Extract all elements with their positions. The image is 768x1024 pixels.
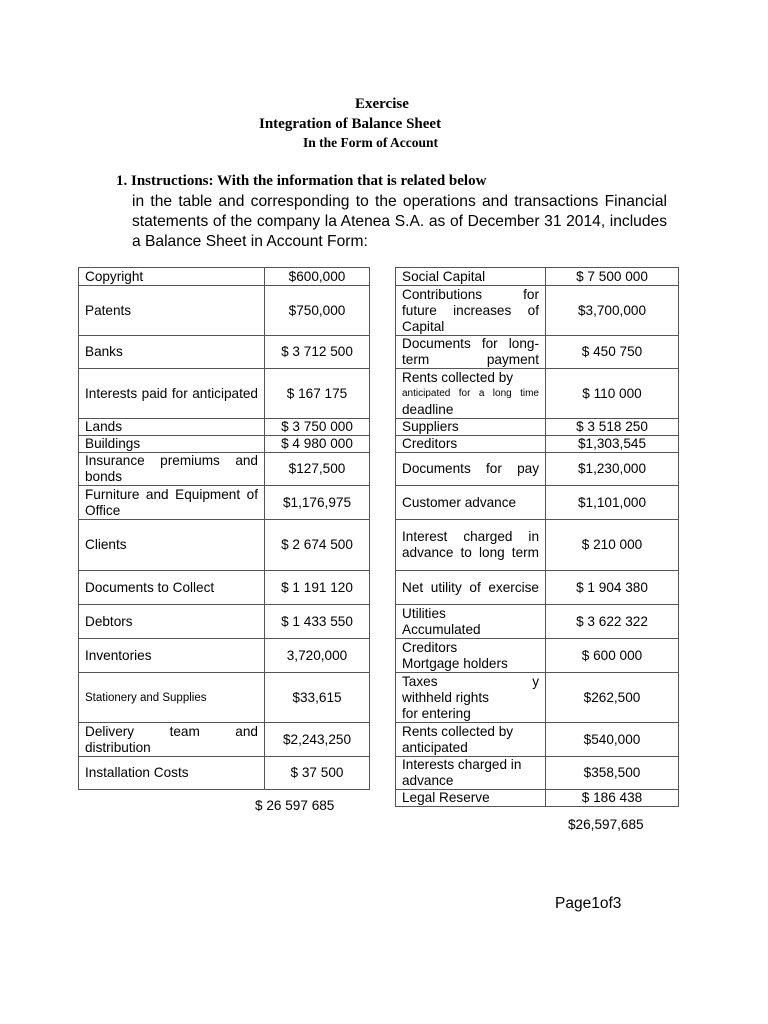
- assets-table: [78, 267, 370, 790]
- asset-amount: $2,243,250: [265, 723, 370, 757]
- table-row: [396, 436, 679, 453]
- document-title: Exercise: [355, 96, 409, 112]
- table-row: [79, 369, 370, 419]
- liability-amount: $ 110 000: [546, 369, 679, 419]
- liability-label: Suppliers: [396, 419, 546, 436]
- asset-amount: $ 2 674 500: [265, 520, 370, 571]
- table-row: [396, 268, 679, 286]
- liability-label-line: Taxes y: [402, 673, 539, 689]
- table-row: [79, 757, 370, 790]
- liability-label: Documents for pay: [396, 453, 546, 486]
- table-row: [79, 639, 370, 673]
- table-row: [79, 336, 370, 369]
- table-row: [79, 605, 370, 639]
- table-row: [396, 757, 679, 790]
- liability-label: Legal Reserve: [396, 790, 546, 807]
- table-row: [396, 286, 679, 336]
- document-subsubtitle: In the Form of Account: [303, 135, 438, 150]
- instructions-body: in the table and corresponding to the operations and transactions Financial statements of the company la Atenea S.A. as of December 31 2014, includes a Balance Sheet in Account Form:: [132, 193, 667, 250]
- liability-label-line: Utilities: [402, 605, 446, 621]
- liability-label: Documents for long-term payment: [396, 336, 546, 369]
- liability-label-line: Accumulated: [402, 621, 481, 637]
- asset-label: Buildings: [79, 436, 265, 453]
- table-row: [396, 369, 679, 419]
- table-row: [79, 673, 370, 723]
- table-row: [79, 571, 370, 605]
- table-row: [79, 453, 370, 486]
- liability-label-line: anticipated for a long time: [402, 387, 539, 399]
- asset-label: Inventories: [79, 639, 265, 673]
- liability-amount: $358,500: [546, 757, 679, 790]
- liability-label: Interest charged in advance to long term: [396, 520, 546, 571]
- asset-amount: $ 1 191 120: [265, 571, 370, 605]
- liability-label: [396, 639, 546, 673]
- table-row: [396, 605, 679, 639]
- asset-label: Stationery and Supplies: [79, 673, 265, 723]
- table-row: [396, 419, 679, 436]
- table-row: [79, 268, 370, 286]
- asset-label: Copyright: [79, 268, 265, 286]
- liability-label: [396, 605, 546, 639]
- asset-amount: $ 37 500: [265, 757, 370, 790]
- liability-amount: $ 210 000: [546, 520, 679, 571]
- asset-amount: $ 4 980 000: [265, 436, 370, 453]
- table-row: [79, 486, 370, 520]
- liability-label-line: deadline: [402, 401, 454, 417]
- liability-amount: $1,230,000: [546, 453, 679, 486]
- liability-label: Net utility of exercise: [396, 571, 546, 605]
- asset-label: Documents to Collect: [79, 571, 265, 605]
- liability-label: Contributions for future increases of Capital: [396, 286, 546, 336]
- asset-label: Delivery team and distribution: [79, 723, 265, 757]
- table-row: [396, 571, 679, 605]
- asset-amount: $33,615: [265, 673, 370, 723]
- asset-amount: $1,176,975: [265, 486, 370, 520]
- liability-amount: $3,700,000: [546, 286, 679, 336]
- liability-label: Customer advance: [396, 486, 546, 520]
- table-row: [396, 639, 679, 673]
- liability-amount: $ 186 438: [546, 790, 679, 807]
- asset-amount: $ 167 175: [265, 369, 370, 419]
- liability-amount: $ 450 750: [546, 336, 679, 369]
- asset-label: Interests paid for anticipated: [79, 369, 265, 419]
- asset-amount: 3,720,000: [265, 639, 370, 673]
- liabilities-table: [395, 267, 679, 807]
- asset-amount: $ 3 750 000: [265, 419, 370, 436]
- asset-amount: $750,000: [265, 286, 370, 336]
- instructions-heading: 1. Instructions: With the information that is related below: [116, 173, 487, 189]
- liability-label-line: Rents collected by: [402, 369, 514, 385]
- table-row: [396, 453, 679, 486]
- table-row: [396, 520, 679, 571]
- liability-label: Rents collected by anticipated: [396, 723, 546, 757]
- liability-amount: $ 3 622 322: [546, 605, 679, 639]
- liability-amount: $ 3 518 250: [546, 419, 679, 436]
- liability-amount: $1,303,545: [546, 436, 679, 453]
- asset-amount: $127,500: [265, 453, 370, 486]
- liability-amount: $ 600 000: [546, 639, 679, 673]
- asset-label: Banks: [79, 336, 265, 369]
- table-row: [79, 436, 370, 453]
- table-row: [79, 419, 370, 436]
- asset-label: Furniture and Equipment of Office: [79, 486, 265, 520]
- liability-label: [396, 369, 546, 419]
- liability-label-line: Creditors: [402, 639, 458, 655]
- asset-amount: $ 1 433 550: [265, 605, 370, 639]
- asset-amount: $ 3 712 500: [265, 336, 370, 369]
- table-row: [79, 723, 370, 757]
- liability-label-line: withheld rights: [402, 689, 489, 705]
- asset-label: Insurance premiums and bonds: [79, 453, 265, 486]
- liability-label-line: Mortgage holders: [402, 655, 508, 671]
- liability-label: Social Capital: [396, 268, 546, 286]
- asset-label: Lands: [79, 419, 265, 436]
- liability-label-line: for entering: [402, 705, 471, 721]
- liability-label: Creditors: [396, 436, 546, 453]
- table-row: [79, 520, 370, 571]
- table-row: [79, 286, 370, 336]
- table-row: [396, 486, 679, 520]
- liability-amount: $ 7 500 000: [546, 268, 679, 286]
- liabilities-total: $26,597,685: [568, 817, 644, 832]
- liability-label: [396, 673, 546, 723]
- liability-amount: $540,000: [546, 723, 679, 757]
- assets-total: $ 26 597 685: [255, 798, 335, 813]
- asset-label: Debtors: [79, 605, 265, 639]
- asset-label: Installation Costs: [79, 757, 265, 790]
- table-row: [396, 723, 679, 757]
- liability-amount: $1,101,000: [546, 486, 679, 520]
- liability-label: Interests charged in advance: [396, 757, 546, 790]
- table-row: [396, 790, 679, 807]
- table-row: [396, 673, 679, 723]
- page-number: Page1of3: [555, 895, 622, 912]
- asset-label: Clients: [79, 520, 265, 571]
- asset-amount: $600,000: [265, 268, 370, 286]
- liability-amount: $262,500: [546, 673, 679, 723]
- document-subtitle: Integration of Balance Sheet: [259, 116, 442, 132]
- table-row: [396, 336, 679, 369]
- liability-amount: $ 1 904 380: [546, 571, 679, 605]
- asset-label: Patents: [79, 286, 265, 336]
